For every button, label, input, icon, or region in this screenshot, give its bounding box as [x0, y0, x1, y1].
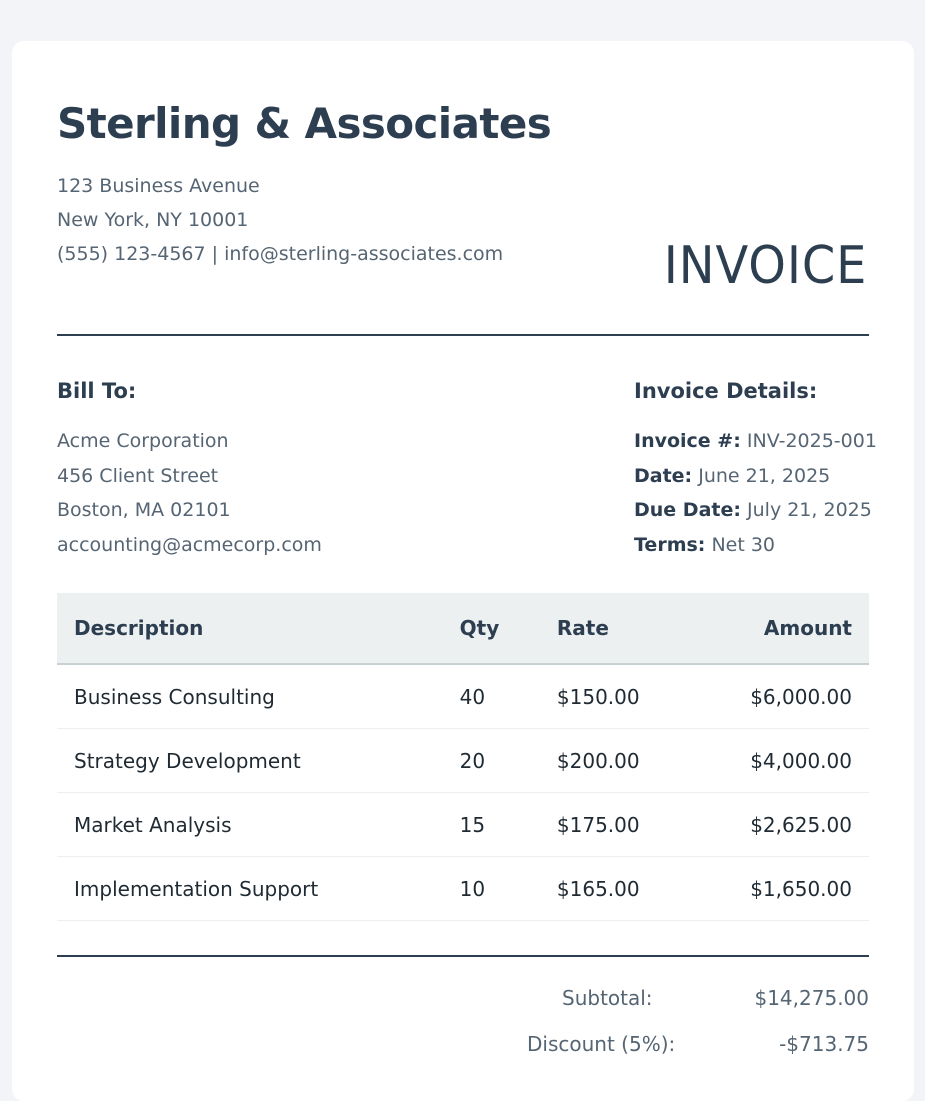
invoice-date-row	[634, 459, 877, 494]
invoice-date-label: Date:	[634, 464, 693, 487]
terms-label: Terms:	[634, 533, 706, 556]
client-street: 456 Client Street	[57, 464, 219, 487]
invoice-card	[12, 41, 914, 1101]
row-description: Market Analysis	[57, 793, 443, 857]
document-title: INVOICE	[663, 236, 867, 296]
invoice-number-label: Invoice #:	[634, 430, 741, 452]
due-date-label: Due Date:	[634, 499, 741, 521]
invoice-number-value: INV-2025-001	[746, 430, 877, 452]
row-amount: $1,650.00	[733, 857, 869, 921]
bill-to-block	[57, 424, 322, 562]
row-rate: $175.00	[540, 793, 733, 857]
row-qty: 10	[443, 857, 540, 921]
company-address-line2: New York, NY 10001	[57, 209, 249, 231]
header-amount: Amount	[733, 593, 869, 664]
table-row	[57, 793, 869, 857]
client-city: Boston, MA 02101	[57, 499, 231, 521]
terms-row	[634, 528, 877, 563]
row-amount: $6,000.00	[733, 664, 869, 729]
company-name: Sterling & Associates	[57, 99, 552, 148]
row-description: Implementation Support	[57, 857, 443, 921]
row-rate: $150.00	[540, 664, 733, 729]
header-divider	[57, 334, 869, 336]
due-date-value: July 21, 2025	[747, 499, 872, 521]
client-email: accounting@acmecorp.com	[57, 533, 322, 556]
row-amount: $4,000.00	[733, 729, 869, 793]
invoice-details-heading: Invoice Details:	[634, 379, 818, 403]
table-row	[57, 729, 869, 793]
row-description: Business Consulting	[57, 664, 443, 729]
row-rate: $200.00	[540, 729, 733, 793]
totals-divider	[57, 955, 869, 957]
header-rate: Rate	[540, 593, 733, 664]
table-row	[57, 857, 869, 921]
subtotal-label: Subtotal:	[562, 986, 653, 1010]
row-qty: 20	[443, 729, 540, 793]
company-address-line1: 123 Business Avenue	[57, 175, 260, 197]
row-description: Strategy Development	[57, 729, 443, 793]
line-items-table	[57, 593, 869, 921]
header-qty: Qty	[443, 593, 540, 664]
due-date-row	[634, 493, 877, 528]
table-header-row	[57, 593, 869, 664]
invoice-date-value: June 21, 2025	[698, 464, 831, 487]
discount-value: -$713.75	[779, 1032, 869, 1056]
invoice-number-row	[634, 424, 877, 459]
table-row	[57, 664, 869, 729]
company-address	[57, 169, 503, 271]
terms-value: Net 30	[711, 533, 776, 556]
discount-label: Discount (5%):	[527, 1032, 676, 1056]
row-qty: 15	[443, 793, 540, 857]
client-name: Acme Corporation	[57, 430, 229, 452]
invoice-details-block	[634, 424, 877, 562]
row-rate: $165.00	[540, 857, 733, 921]
bill-to-heading: Bill To:	[57, 379, 137, 403]
subtotal-value: $14,275.00	[754, 986, 869, 1010]
header-description: Description	[57, 593, 443, 664]
row-qty: 40	[443, 664, 540, 729]
company-contact: (555) 123-4567 | info@sterling-associates.com	[57, 243, 504, 265]
row-amount: $2,625.00	[733, 793, 869, 857]
